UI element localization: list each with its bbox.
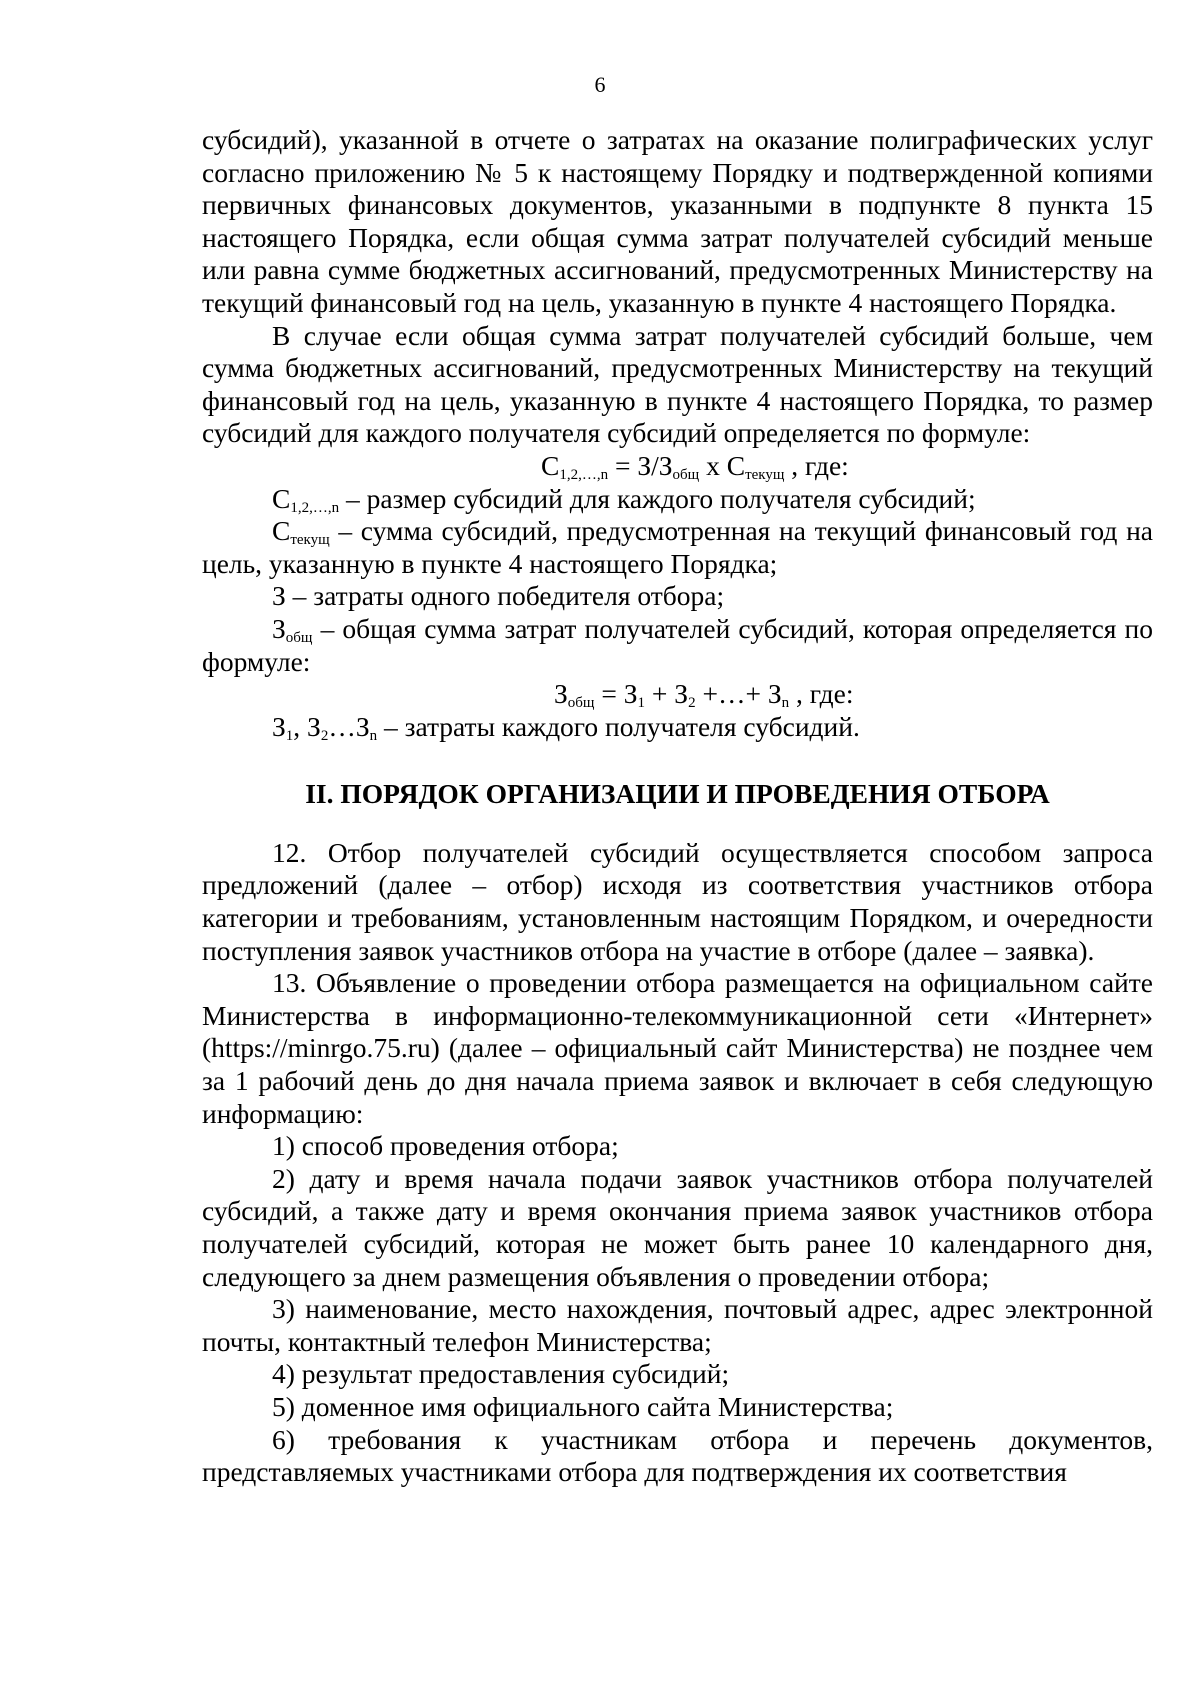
- section-heading: II. ПОРЯДОК ОРГАНИЗАЦИИ И ПРОВЕДЕНИЯ ОТБОРА: [305, 778, 1050, 810]
- list-item-6: 6) требования к участникам отбора и перечень документов, представляемых участниками отбора для подтверждения их соответствия: [202, 1423, 1153, 1488]
- definition-z-total: $З_{общ}$ – общая сумма затрат получателей субсидий, которая определяется по формуле:: [202, 612, 1153, 677]
- definition-z-each: $З_1$, $З_2\dots З_n$ – затраты каждого получателя субсидий.: [272, 710, 860, 744]
- list-item-5: 5) доменное имя официального сайта Министерства;: [272, 1390, 894, 1422]
- list-item-4: 4) результат предоставления субсидий;: [272, 1358, 730, 1390]
- formula-subsidy-size: $С_{1,2,\dots,n} = З/З_{общ}$ х $С_{текущ}$ , где:: [541, 449, 849, 483]
- page-number: 6: [594, 72, 606, 97]
- paragraph-formula-intro: В случае если общая сумма затрат получателей субсидий больше, чем сумма бюджетных ассигнований, предусмотренных Министерству на текущий финансовый год на цель, указанную в пункте 4 настоящего Порядка, то размер субсидий для каждого получателя субсидий определяется по формуле:: [202, 319, 1153, 449]
- list-item-2: 2) дату и время начала подачи заявок участников отбора получателей субсидий, а также дату и время окончания приема заявок участников отбора получателей субсидий, которая не может быть ранее 10 календарного дня, следующего за днем размещения объявления о проведении отбора;: [202, 1162, 1153, 1292]
- formula-total-costs: $З_{общ} = З_1 + З_2$ +…+ $З_n$ , где:: [554, 678, 854, 712]
- paragraph-item-12: 12. Отбор получателей субсидий осуществляется способом запроса предложений (далее – отбор) исходя из соответствия участников отбора категории и требованиям, установленным настоящим Порядком, и очередности поступления заявок участников отбора на участие в отборе (далее – заявка).: [202, 836, 1153, 966]
- list-item-3: 3) наименование, место нахождения, почтовый адрес, адрес электронной почты, контактный телефон Министерства;: [202, 1293, 1153, 1357]
- definition-c-n: $С_{1,2,\dots,n}$ – размер субсидий для каждого получателя субсидий;: [272, 482, 976, 516]
- list-item-1: 1) способ проведения отбора;: [272, 1130, 619, 1162]
- definition-c-current: $С_{текущ}$ – сумма субсидий, предусмотренная на текущий финансовый год на цель, указанную в пункте 4 настоящего Порядка;: [202, 515, 1153, 579]
- document-body: [202, 124, 1153, 1489]
- paragraph-item-13: 13. Объявление о проведении отбора размещается на официальном сайте Министерства в информационно-телекоммуникационной сети «Интернет» (https://minrgo.75.ru) (далее – официальный сайт Министерства) не позднее чем за 1 рабочий день до дня начала приема заявок и включает в себя следующую информацию:: [202, 967, 1153, 1129]
- paragraph-continuation: субсидий), указанной в отчете о затратах на оказание полиграфических услуг согласно приложению № 5 к настоящему Порядку и подтвержденной копиями первичных финансовых документов, указанными в подпункте 8 пункта 15 настоящего Порядка, если общая сумма затрат получателей субсидий меньше или равна сумме бюджетных ассигнований, предусмотренных Министерству на текущий финансовый год на цель, указанную в пункте 4 настоящего Порядка.: [202, 124, 1153, 318]
- definition-z: З – затраты одного победителя отбора;: [272, 580, 725, 612]
